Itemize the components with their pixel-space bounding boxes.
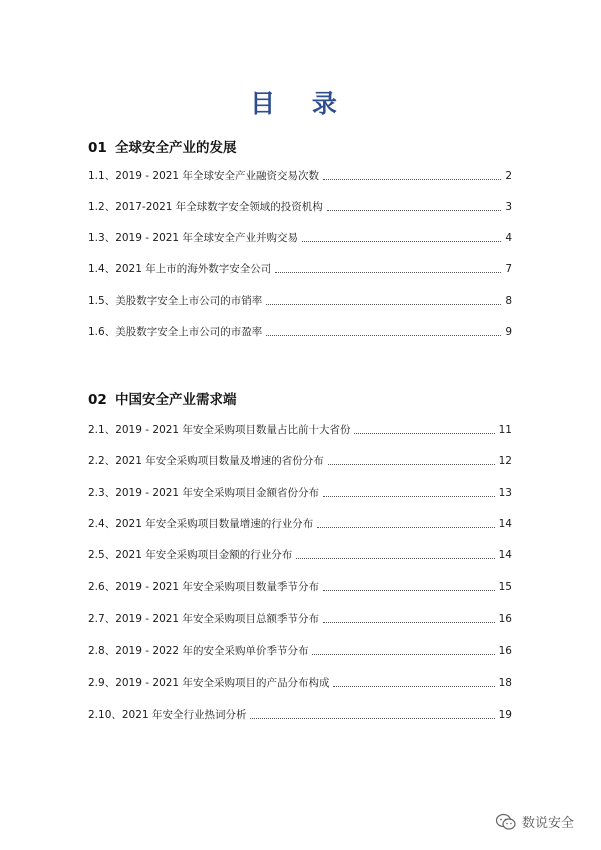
dot-leader xyxy=(266,303,501,305)
toc-entry-page: 4 xyxy=(505,232,512,244)
toc-entry[interactable] xyxy=(88,229,512,245)
toc-entry[interactable] xyxy=(88,706,512,722)
section-name: 全球安全产业的发展 xyxy=(115,140,237,156)
toc-entry-page: 9 xyxy=(505,326,512,338)
toc-entry-label: 2.3、2019 - 2021 年安全采购项目金额省份分布 xyxy=(88,487,319,499)
toc-entry[interactable] xyxy=(88,292,512,308)
toc-entry-page: 13 xyxy=(498,487,512,499)
dot-leader xyxy=(266,334,501,336)
dot-leader xyxy=(302,240,501,242)
toc-entry-label: 1.4、2021 年上市的海外数字安全公司 xyxy=(88,263,272,275)
toc-entry-page: 14 xyxy=(498,549,512,561)
toc-entry-label: 1.2、2017-2021 年全球数字安全领域的投资机构 xyxy=(88,201,323,213)
dot-leader xyxy=(296,557,494,559)
toc-entry[interactable] xyxy=(88,198,512,214)
section-heading-02 xyxy=(88,388,237,408)
toc-entry-label: 1.1、2019 - 2021 年全球安全产业融资交易次数 xyxy=(88,170,319,182)
toc-entry[interactable] xyxy=(88,323,512,339)
dot-leader xyxy=(328,463,495,465)
dot-leader xyxy=(250,717,494,719)
toc-entry-label: 1.5、美股数字安全上市公司的市销率 xyxy=(88,295,263,307)
dot-leader xyxy=(317,526,494,528)
dot-leader xyxy=(275,271,501,273)
toc-entry[interactable] xyxy=(88,515,512,531)
wechat-icon xyxy=(495,813,517,831)
dot-leader xyxy=(323,589,495,591)
dot-leader xyxy=(312,653,494,655)
toc-entry-label: 2.5、2021 年安全采购项目金额的行业分布 xyxy=(88,549,293,561)
watermark-text: 数说安全 xyxy=(522,816,575,831)
toc-entry-page: 15 xyxy=(498,581,512,593)
toc-entry-page: 19 xyxy=(498,709,512,721)
toc-entry-page: 18 xyxy=(498,677,512,689)
toc-entry[interactable] xyxy=(88,642,512,658)
toc-entry-label: 2.1、2019 - 2021 年安全采购项目数量占比前十大省份 xyxy=(88,424,351,436)
toc-entry-page: 12 xyxy=(498,455,512,467)
section-heading-01 xyxy=(88,136,237,156)
toc-entry[interactable] xyxy=(88,610,512,626)
toc-entry-label: 2.2、2021 年安全采购项目数量及增速的省份分布 xyxy=(88,455,324,467)
toc-entry-label: 2.10、2021 年安全行业热词分析 xyxy=(88,709,247,721)
toc-entry-page: 14 xyxy=(498,518,512,530)
section-number: 01 xyxy=(88,140,107,156)
watermark xyxy=(495,812,574,831)
toc-entry-page: 7 xyxy=(505,263,512,275)
toc-entry-label: 2.4、2021 年安全采购项目数量增速的行业分布 xyxy=(88,518,314,530)
dot-leader xyxy=(354,432,494,434)
toc-entry[interactable] xyxy=(88,578,512,594)
toc-entry[interactable] xyxy=(88,546,512,562)
toc-entry[interactable] xyxy=(88,421,512,437)
toc-entry-page: 8 xyxy=(505,295,512,307)
page-title: 目 录 xyxy=(250,89,351,118)
toc-entry-label: 1.6、美股数字安全上市公司的市盈率 xyxy=(88,326,263,338)
toc-entry-label: 2.6、2019 - 2021 年安全采购项目数量季节分布 xyxy=(88,581,319,593)
toc-entry-page: 16 xyxy=(498,645,512,657)
toc-entry-label: 2.8、2019 - 2022 年的安全采购单价季节分布 xyxy=(88,645,309,657)
toc-entry-label: 1.3、2019 - 2021 年全球安全产业并购交易 xyxy=(88,232,298,244)
dot-leader xyxy=(323,621,495,623)
toc-entry-label: 2.7、2019 - 2021 年安全采购项目总额季节分布 xyxy=(88,613,319,625)
toc-entry-page: 2 xyxy=(505,170,512,182)
toc-entry-label: 2.9、2019 - 2021 年安全采购项目的产品分布构成 xyxy=(88,677,330,689)
toc-entry[interactable] xyxy=(88,452,512,468)
dot-leader xyxy=(327,209,502,211)
toc-entry[interactable] xyxy=(88,260,512,276)
toc-entry-page: 16 xyxy=(498,613,512,625)
dot-leader xyxy=(323,178,501,180)
toc-entry[interactable] xyxy=(88,674,512,690)
dot-leader xyxy=(333,685,494,687)
toc-entry[interactable] xyxy=(88,167,512,183)
toc-entry[interactable] xyxy=(88,484,512,500)
section-name: 中国安全产业需求端 xyxy=(115,392,237,408)
toc-entry-page: 3 xyxy=(505,201,512,213)
toc-entry-page: 11 xyxy=(498,424,512,436)
dot-leader xyxy=(323,495,495,497)
section-number: 02 xyxy=(88,392,107,408)
